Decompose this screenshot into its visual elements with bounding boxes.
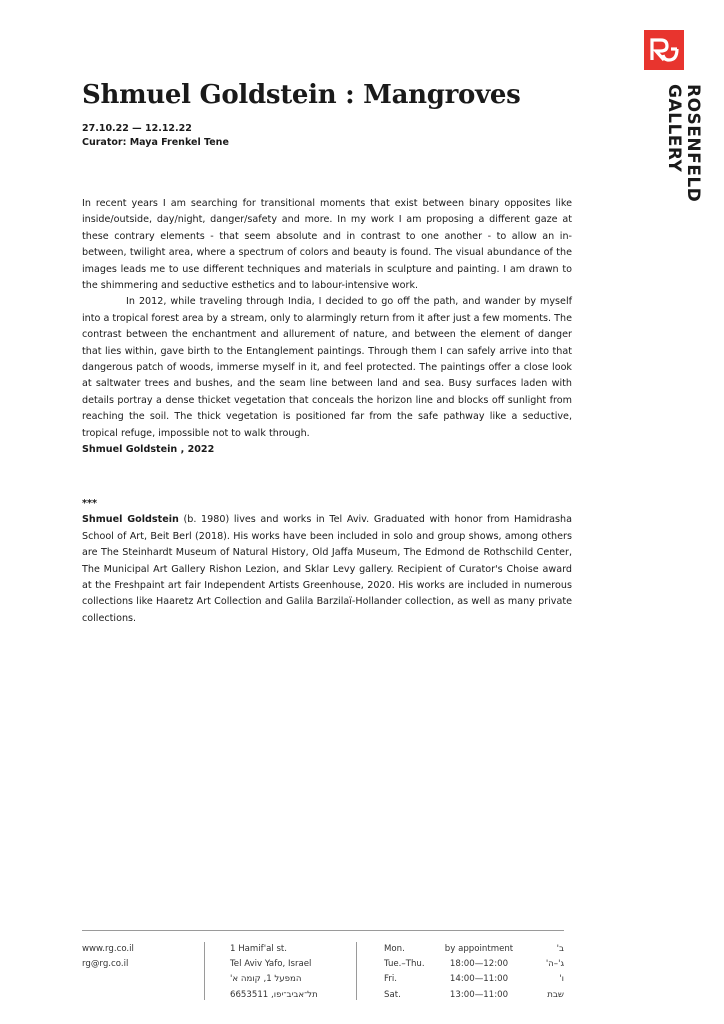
hours-time: 14:00—11:00: [449, 974, 509, 985]
bio-separator: ***: [82, 498, 98, 509]
hours-day: Tue.–Thu.: [384, 959, 425, 970]
opening-hours: [384, 942, 564, 1003]
logo-line-gallery: GALLERY: [664, 84, 684, 173]
hours-day-hebrew: שבת: [547, 989, 564, 1000]
footer-column-divider: [356, 942, 357, 1000]
footer-column-divider: [204, 942, 205, 1000]
hours-day: Sat.: [384, 989, 401, 1000]
email-link[interactable]: rg@rg.co.il: [82, 959, 129, 970]
bio-paragraph: [82, 512, 572, 627]
address-line-3: המפעל 1, קומה א': [230, 974, 302, 985]
address-line-1: 1 Hamif'al st.: [230, 944, 288, 954]
footer-address: [230, 942, 318, 1003]
hours-day-hebrew: ו': [559, 974, 564, 985]
bio-artist-name: Shmuel Goldstein: [82, 514, 179, 526]
bio-text: (b. 1980) lives and works in Tel Aviv. Graduated with honor from Hamidrasha School of Art, Beit Berl (2018). His works have been included in solo and group shows, among others are The Steinhardt Museum of Natural History, Old Jaffa Museum, The Edmond de Rothschild Center, The Municipal Art Gallery Rishon Lezion, and Sklar Levy gallery. Recipient of Curator's Choise award at the Freshpaint art fair Independent Artists Greenhouse, 2020. His works are included in numerous collections like Haaretz Art Collection and Galila Barzilaï-Hollander collection, as well as many private collections.: [82, 514, 572, 624]
gallery-name: [664, 84, 702, 202]
hours-day-hebrew: ג'–ה': [545, 959, 564, 970]
hours-row: [384, 972, 564, 987]
rg-logo-icon: [644, 30, 684, 70]
logo-line-rosenfeld: ROSENFELD: [683, 84, 703, 203]
artist-bio: [82, 496, 572, 627]
hours-day: Fri.: [384, 974, 397, 985]
statement-paragraph-2: In 2012, while traveling through India, I decided to go off the path, and wander by myself into a tropical forest area by a stream, only to alarmingly return from it after just a few moments. The contrast between the enchantment and allurement of nature, and between the element of danger that lies within, gave birth to the Entanglement paintings. Through them I can safely arrive into that dangerous patch of woods, immerse myself in it, and feel protected. The paintings offer a close look at saltwater trees and bushes, and the seam line between land and sea. Busy surfaces laden with details portray a dense thicket vegetation that conceals the horizon line and blocks off sunlight from reaching the soil. The thick vegetation is positioned far from the safe pathway like a seductive, tropical refuge, impossible not to walk through.: [82, 296, 572, 439]
address-line-2: Tel Aviv Yafo, Israel: [230, 959, 312, 970]
statement-signature: Shmuel Goldstein , 2022: [82, 444, 215, 456]
exhibition-meta: [82, 122, 229, 150]
gallery-logo: [644, 30, 703, 203]
hours-time: by appointment: [444, 944, 514, 954]
hours-day: Mon.: [384, 944, 405, 954]
artist-statement: [82, 196, 572, 459]
curator-line: Curator: Maya Frenkel Tene: [82, 137, 229, 148]
hours-row: [384, 942, 564, 957]
exhibition-dates: 27.10.22 — 12.12.22: [82, 123, 192, 134]
footer-contact: [82, 942, 134, 972]
statement-paragraph-1: In recent years I am searching for transitional moments that exist between binary opposites like inside/outside, day/night, danger/safety and more. In my work I am proposing a different gaze at these contrary elements - that seem absolute and in contrast to one another - to allow an in-between, twilight area, where a spectrum of colors and beauty is found. The visual abundance of the images leads me to use different techniques and materials in sculpture and painting. I am drawn to the shimmering and seductive esthetics and to labour-intensive work.: [82, 198, 572, 292]
footer-divider: [82, 930, 564, 931]
website-link[interactable]: www.rg.co.il: [82, 944, 134, 954]
hours-time: 13:00—11:00: [449, 989, 509, 1000]
hours-row: [384, 988, 564, 1003]
hours-day-hebrew: ב': [556, 944, 564, 954]
hours-time: 18:00—12:00: [449, 959, 509, 970]
hours-row: [384, 957, 564, 972]
address-line-4: תל־אביב־יפו, 6653511: [230, 989, 318, 1000]
exhibition-title: Shmuel Goldstein : Mangroves: [82, 80, 521, 110]
